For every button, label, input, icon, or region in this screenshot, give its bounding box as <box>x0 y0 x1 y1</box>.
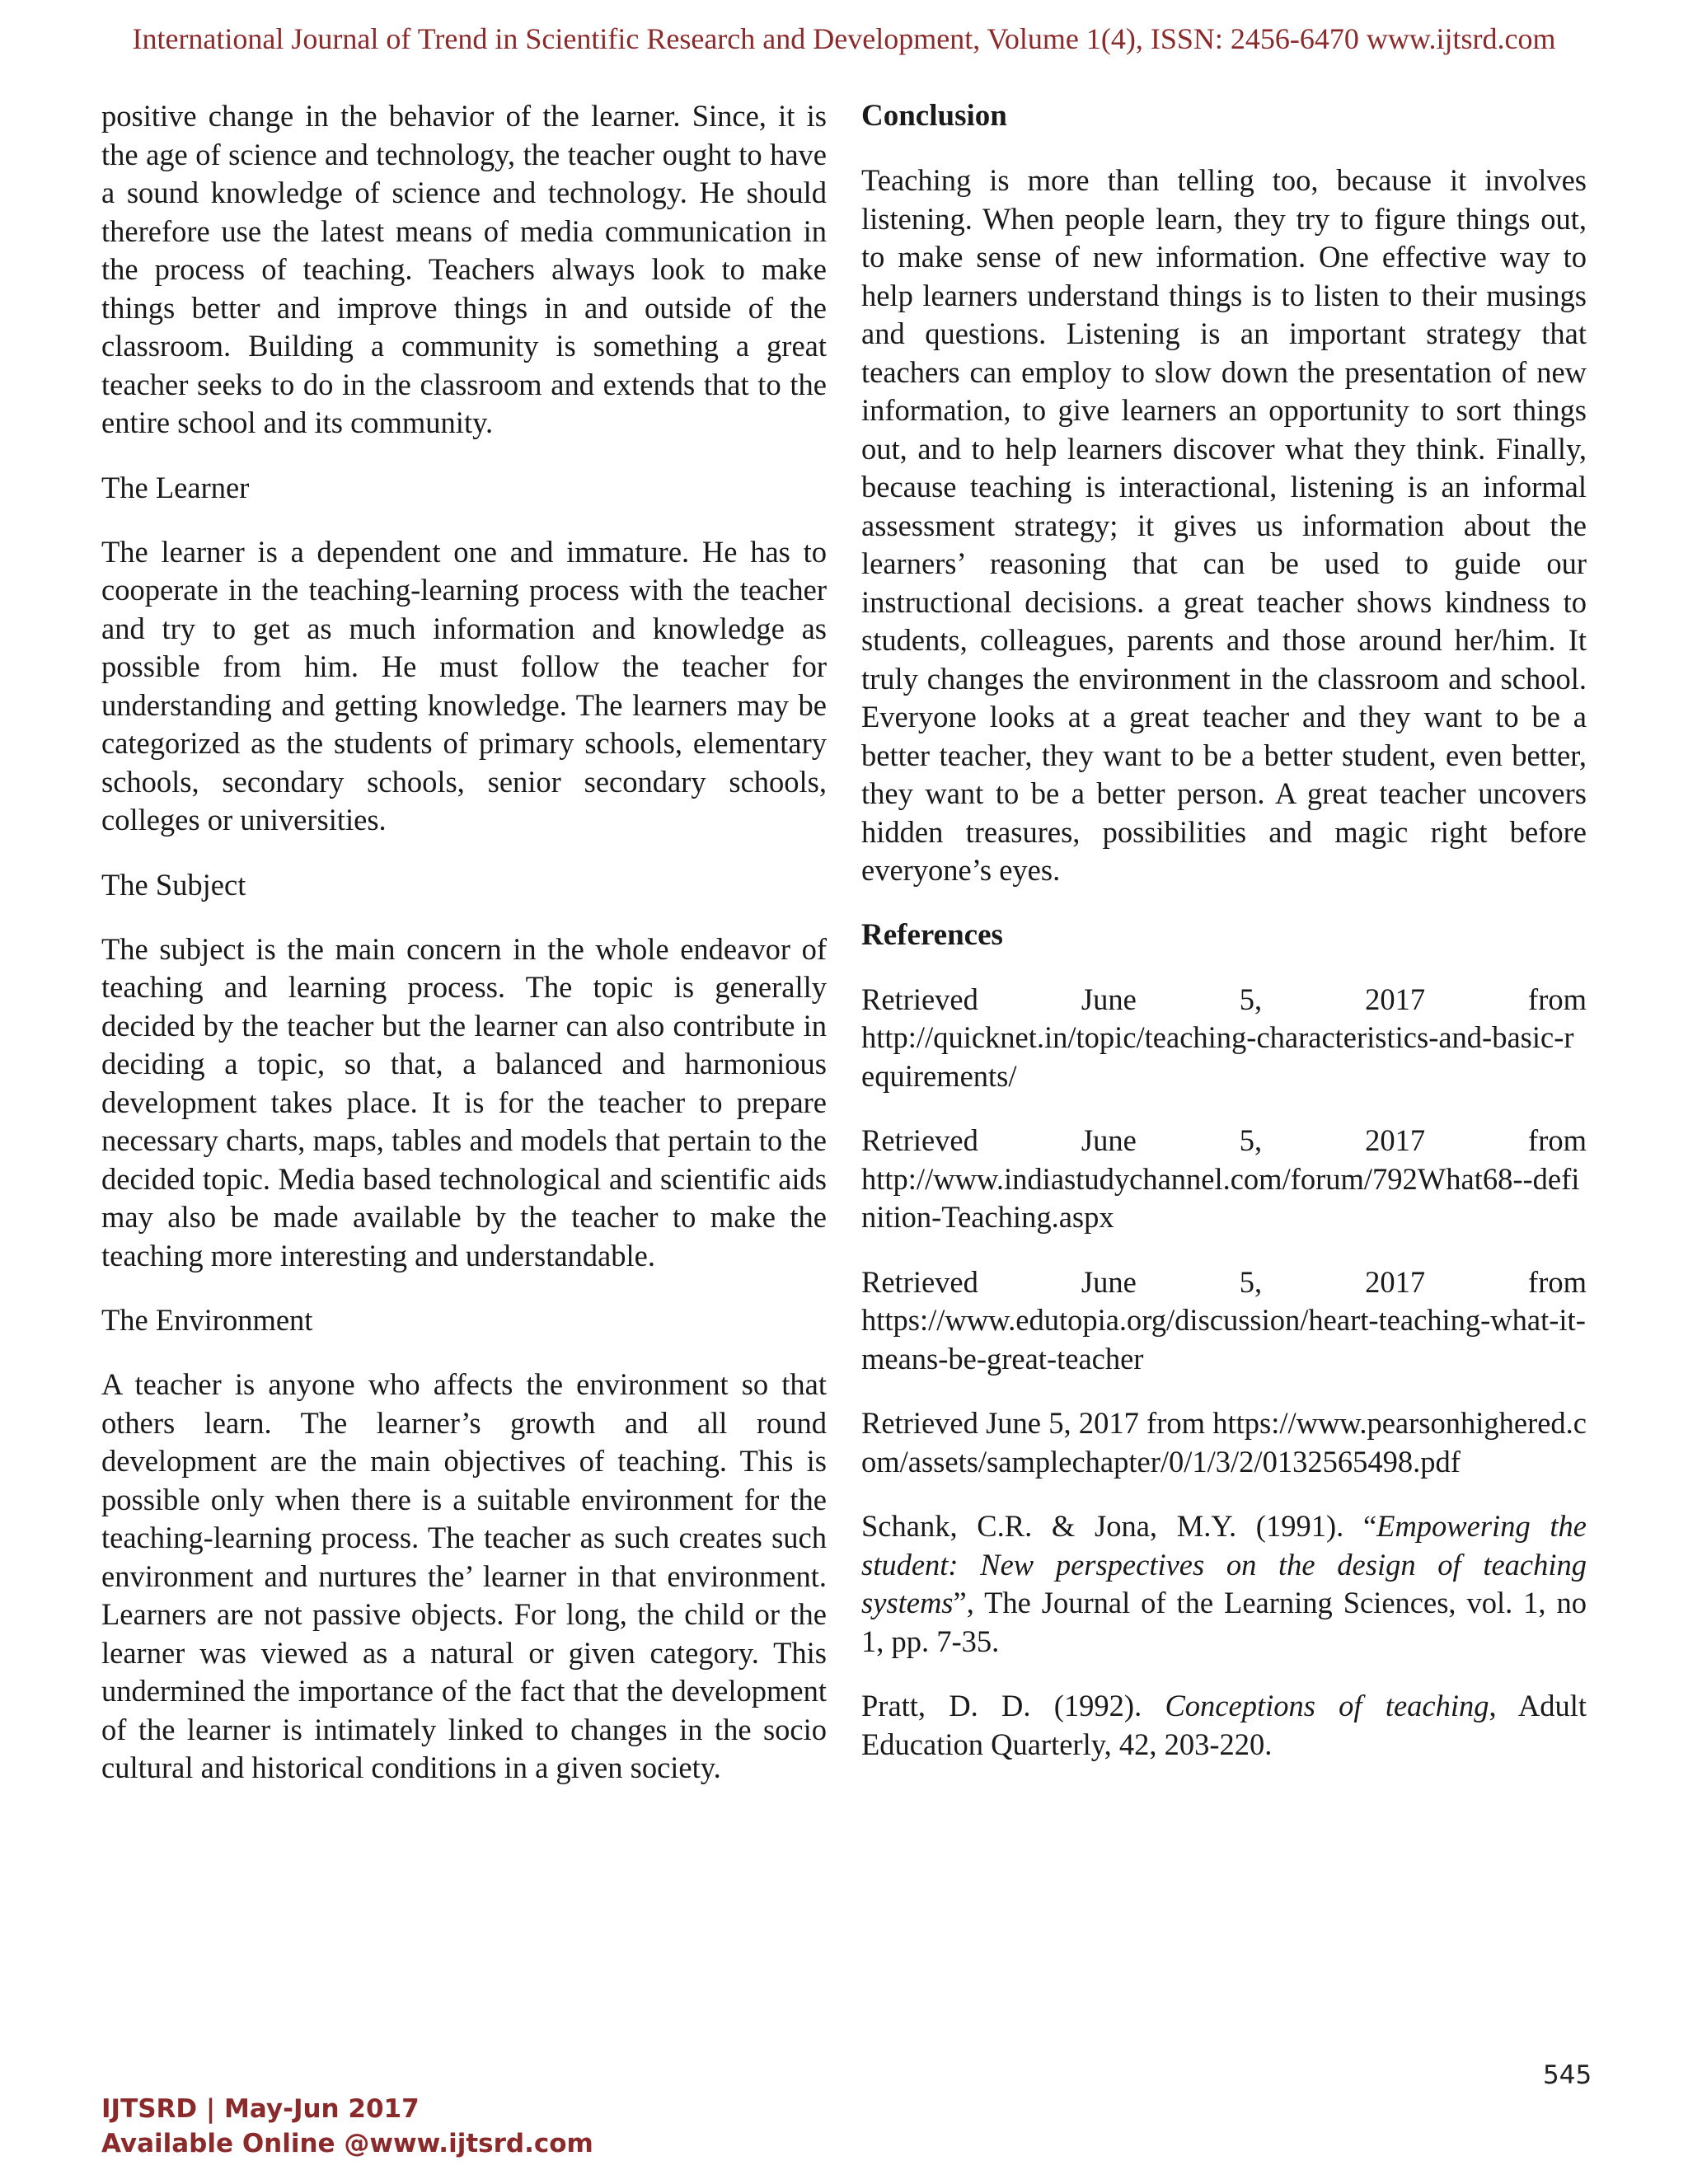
ref-author: Schank, C.R. & Jona, M.Y. (1991). “ <box>861 1509 1377 1543</box>
reference-url[interactable]: http://quicknet.in/topic/teaching-characteristics-and-basic-requirements/ <box>861 1020 1574 1093</box>
ref-word: Retrieved <box>861 1123 978 1157</box>
ref-word: from <box>1528 982 1587 1016</box>
intro-paragraph: positive change in the behavior of the learner. Since, it is the age of science and technology, the teacher ought to have a sound knowledge of science and technology. He should therefore use the latest means of media communication in the process of teaching. Teachers always look to make things better and improve things in and outside of the classroom. Building a community is something a great teacher seeks to do in the classroom and extends that to the entire school and its community. <box>101 99 827 439</box>
reference-url[interactable]: https://www.edutopia.org/discussion/heart-teaching-what-it-means-be-great-teacher <box>861 1303 1586 1376</box>
journal-footer <box>101 2092 593 2161</box>
learner-paragraph: The learner is a dependent one and immature. He has to cooperate in the teaching-learning process with the teacher and try to get as much information and knowledge as possible from him. He must follow the teacher for understanding and getting knowledge. The learners may be categorized as the students of primary schools, elementary schools, secondary schools, senior secondary schools, colleges or universities. <box>101 534 827 837</box>
ref-word: 2017 <box>1365 982 1426 1016</box>
right-column <box>861 97 1587 1790</box>
section-heading-conclusion: Conclusion <box>861 99 1007 133</box>
ref-source: , Adult Education Quarterly, 42, 203-220. <box>861 1689 1587 1761</box>
ref-word: 5, <box>1239 982 1263 1016</box>
page-number: 545 <box>1543 2060 1592 2090</box>
ref-word: from <box>1528 1264 1587 1299</box>
ref-word: June <box>1081 982 1137 1016</box>
section-heading-environment: The Environment <box>101 1303 313 1337</box>
reference-item-6 <box>861 1687 1587 1764</box>
journal-header: International Journal of Trend in Scientific Research and Development, Volume 1(4), ISSN: 2456-6470 www.ijtsrd.com <box>132 22 1556 55</box>
conclusion-paragraph: Teaching is more than telling too, because it involves listening. When people learn, they try to figure things out, to make sense of new information. One effective way to help learners understand things is to listen to their musings and questions. Listening is an important strategy that teachers can employ to slow down the presentation of new information, to give learners an opportunity to sort things out, and to help learners discover what they think. Finally, because teaching is interactional, listening is an informal assessment strategy; it gives us information about the learners’ reasoning that can be used to guide our instructional decisions. a great teacher shows kindness to students, colleagues, parents and those around her/him. It truly changes the environment in the classroom and school. Everyone looks at a great teacher and they want to be a better teacher, they want to be a better student, even better, they want to be a better person. A great teacher uncovers hidden treasures, possibilities and magic right before everyone’s eyes. <box>861 163 1587 887</box>
reference-item-1 <box>861 981 1587 1096</box>
section-heading-learner: The Learner <box>101 470 250 504</box>
reference-item-2 <box>861 1122 1587 1237</box>
ref-word: from <box>1528 1123 1587 1157</box>
ref-word: June <box>1081 1123 1137 1157</box>
reference-item-3 <box>861 1263 1587 1379</box>
reference-item-5 <box>861 1507 1587 1661</box>
ref-word: Retrieved <box>861 982 978 1016</box>
ref-word: June <box>1081 1264 1137 1299</box>
reference-url[interactable]: http://www.indiastudychannel.com/forum/792What68--definition-Teaching.aspx <box>861 1161 1580 1234</box>
ref-word: 5, <box>1239 1264 1263 1299</box>
ref-title: Empowering the student: New perspectives on the design of teaching systems <box>861 1509 1587 1619</box>
ref-title: Conceptions of teaching <box>1165 1689 1489 1722</box>
section-heading-subject: The Subject <box>101 867 246 902</box>
ref-word: Retrieved <box>861 1264 978 1299</box>
environment-paragraph: A teacher is anyone who affects the environment so that others learn. The learner’s growth and all round development are the main objectives of teaching. This is possible only when there is a suitable environment for the teaching-learning process. The teacher as such creates such environment and nurtures the’ learner in that environment. Learners are not passive objects. For long, the child or the learner was viewed as a natural or given category. This undermined the importance of the fact that the development of the learner is intimately linked to changes in the socio cultural and historical conditions in a given society. <box>101 1367 827 1784</box>
left-column <box>101 97 827 1814</box>
subject-paragraph: The subject is the main concern in the whole endeavor of teaching and learning process. The topic is generally decided by the teacher but the learner can also contribute in deciding a topic, so that, a balanced and harmonious development takes place. It is for the teacher to prepare necessary charts, maps, tables and models that pertain to the decided topic. Media based technological and scientific aids may also be made available by the teacher to make the teaching more interesting and understandable. <box>101 931 827 1272</box>
ref-word: 2017 <box>1365 1264 1426 1299</box>
section-heading-references: References <box>861 917 1003 952</box>
ref-word: 2017 <box>1365 1123 1426 1157</box>
footer-website: Available Online @www.ijtsrd.com <box>101 2129 593 2158</box>
ref-word: 5, <box>1239 1123 1263 1157</box>
reference-item-4: Retrieved June 5, 2017 from https://www.pearsonhighered.com/assets/samplechapter/0/1/3/2/0132565498.pdf <box>861 1406 1587 1479</box>
footer-issue: IJTSRD | May-Jun 2017 <box>101 2094 420 2124</box>
ref-source: ”, The Journal of the Learning Sciences, vol. 1, no 1, pp. 7-35. <box>861 1586 1587 1658</box>
ref-author: Pratt, D. D. (1992). <box>861 1689 1165 1722</box>
